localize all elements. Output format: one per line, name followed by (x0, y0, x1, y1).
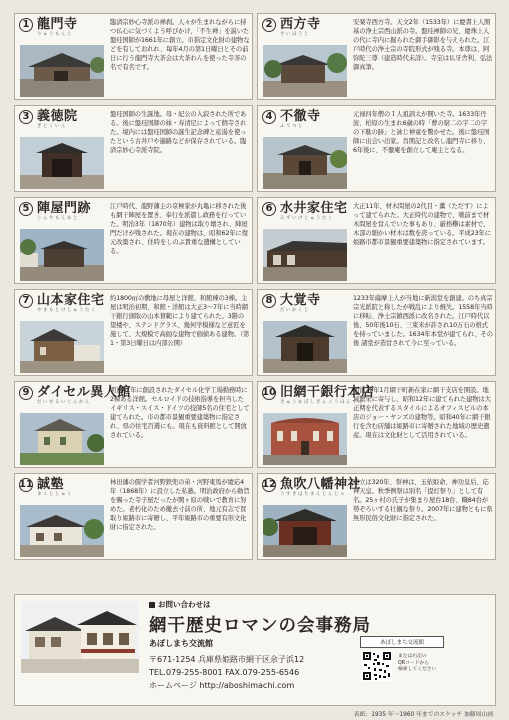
card-number: 5 (19, 202, 33, 216)
card-number: 4 (262, 110, 276, 124)
contact-info (149, 599, 371, 691)
card-header (19, 17, 78, 38)
card-description: 林田藩の儒学者河野鉄兜の弟・河野東馬が慶応4年（1868年）に設立した私塾。明治政府から勅旨を賜った寺子屋だったが関ヶ原の戦いで教育に努めた。老朽化のため撤去寸前の所、地元有志で買取り姫路市に寄贈し、平年姫路市の重要有形文化財に指定された。 (110, 479, 250, 532)
card-ruby: きゅうあぼしぎんこうほんてん (280, 400, 364, 405)
title-wrap (280, 17, 321, 38)
card-description: 明治41年に創設されたダイセル化学工場勤務時に2棟ある洋館。セルロイドの技術指導を担当したイギリス・スイス・ドイツの技師5名の住宅として建てられた。市の都市景観重要建築物に指定され、県の住宅百選にも。現在も資料館として開放されている。 (110, 387, 250, 440)
card-header (19, 293, 105, 314)
card-header (19, 109, 78, 130)
card-title: 不徹寺 (280, 109, 321, 124)
office-sub: あぼしまち交流館 (149, 639, 213, 648)
card-number: 9 (19, 386, 33, 400)
inquire-text: お問い合わせは (158, 600, 211, 609)
sight-card-5 (14, 197, 253, 284)
qr-search-label[interactable]: あぼしまち交流館 (360, 636, 444, 648)
card-description: 盤珪国師の生誕地。母・妃公の入寂された所である。後に盤珪国師の妹・寿清尼によって個寺された。境内には盤珪国師の誕生記念碑と産湯を使ったという古井戸や遍路などが保存されている。臨済宗妙心寺派寺院。 (110, 111, 247, 155)
sight-card-10 (257, 381, 496, 468)
card-header (262, 109, 321, 130)
card-description: 大正11年、材木問屋の2代目・薫（ただす）によって建てられた。大正時代の建物で、戦前まで材木問屋を営んでいた事もあり、厳格欅は素材で、木部の細かい材木は数を誇っている。平成23年に姫路市都市景観重要建築物に指定されています。 (353, 203, 491, 247)
title-wrap (37, 201, 91, 222)
card-number: 11 (19, 479, 33, 490)
card-description: 1233年薩摩上人が当地に新潟堂を創建。のち真宗宗光派院と称したが戦乱により焼失。1558年当時に移転、浄土宗鎮西派に改名された。江戸時代以後、50年後10石、三束米が許され10万石の格式を持っていました。1634年本堂が建てられ、その後 諸堂が造営されて今に至っている。 (353, 295, 493, 348)
sight-photo (20, 413, 104, 465)
title-wrap (37, 477, 73, 498)
card-description: 安楽寺西方寺。天文2年（1533年）に慶書上人開基の浄土宗西山派の寺。盤珪禅師の兄、慶珠上人の代に寺内に掘られた御手御影を与えられた。江戸時代の浄土宗の寺院形式が残る寺。本尊は、阿弥陀三尊（建造時代未詳）。寺宝は仏牙舎利、弘法御真筆。 (353, 19, 493, 72)
card-ruby: ふてつじ (280, 124, 304, 129)
sight-card-4 (257, 105, 496, 192)
sight-card-2 (257, 13, 496, 100)
sight-photo (20, 45, 104, 97)
card-header (262, 17, 321, 38)
card-ruby: さいほうじ (280, 32, 310, 37)
card-header (262, 201, 348, 222)
card-description: 明治29年1月網干町新在家に網干支店を開設。地域繁栄に寄与し、昭和12年に建てられた建物は大正期を代表するスタイルによるオフィスビルの本店のジョー・ヤンズの建物等。昭和40年に網干銀行を含む店舗は姫路市に寄贈された地域の歴史遺産。現在は文化財として活用されている。 (353, 387, 491, 440)
title-wrap (280, 477, 361, 498)
bullet-square-icon (149, 602, 155, 608)
card-ruby: まことじゅく (37, 492, 73, 497)
card-ruby: ぎとくいん (37, 124, 67, 129)
card-ruby: りゅうもんじ (37, 32, 73, 37)
card-title: 旧網干銀行本店 (280, 385, 375, 400)
card-description: 江戸時代、龍野藩主の京極家が丸亀に移された後も網干陣屋を置き、奉行を派遣し政務を行っていた。明治3年（1870年）建物は取り壊され、陣屋門だけが残された。現在の建物は、昭和62年に復元改築され、住時をしのぶ貴重な遺構としている。 (110, 203, 248, 256)
card-ruby: じんやもんあと (37, 216, 79, 221)
card-title: 西方寺 (280, 17, 321, 32)
card-title: 陣屋門跡 (37, 201, 92, 216)
card-title: 魚吹八幡神社 (280, 477, 362, 492)
contact-box (14, 594, 496, 706)
sight-card-8 (257, 289, 496, 376)
sight-card-7 (14, 289, 253, 376)
sight-card-1 (14, 13, 253, 100)
qr-section (360, 636, 490, 682)
inquire-label (149, 599, 359, 610)
title-wrap (37, 293, 105, 314)
card-ruby: やまもとけじゅうたく (37, 308, 97, 313)
office-phone-fax: TEL.079-255-8001 FAX.079-255-6546 (149, 668, 300, 677)
sight-photo (263, 137, 347, 189)
sight-photo (263, 229, 347, 281)
card-number: 7 (19, 294, 33, 308)
sight-card-9 (14, 381, 253, 468)
card-description: 元禄四年僧の１人祖訓太が開いた寺。1633年丹波、柏原の生まれ6歳の時「曹の窮二の字二の字の下駄の跡」と詠じ神童を驚かせた。後に盤珪国師に出会い出家。肖関記と改名し龍門寺に移り、6年後に、不徹庵を創立して庵主となる。 (353, 111, 490, 155)
title-wrap (280, 109, 321, 130)
qr-note: または右記の QRコードから 検索してください (398, 654, 437, 672)
card-title: 水井家住宅 (280, 201, 348, 216)
card-title: 龍門寺 (37, 17, 78, 32)
card-ruby: みずいけじゅうたく (280, 216, 334, 221)
title-wrap (280, 293, 321, 314)
card-description: 臨済宗妙心寺派の禅刹。人々が生まれながらに持つ仏心に気づくよう呼びかけ、「不生禅」を説いた盤珪国師が1661年に創立。市指定文化財の建物などを有しておれれ、毎年4月の第1日曜日とその前日に行う龍門寺大茶会は大茶わんを使った寺茶の名で有名です。 (110, 19, 250, 72)
cover-footnote: 表紙：1935 年〜1960 年までのスケッチ 加藤周山画 (353, 712, 493, 718)
title-wrap (37, 109, 78, 130)
sight-photo (263, 321, 347, 373)
card-number: 6 (262, 202, 276, 216)
sight-photo (20, 229, 104, 281)
sights-grid (14, 13, 496, 560)
card-title: 誠塾 (37, 477, 65, 492)
sight-card-3 (14, 105, 253, 192)
office-name: 網干歴史ロマンの会事務局 (149, 616, 371, 636)
sight-card-12 (257, 473, 496, 560)
card-number: 3 (19, 110, 33, 124)
title-wrap (37, 17, 78, 38)
card-ruby: うすきはちまんじんじゃ (280, 492, 346, 497)
sight-card-6 (257, 197, 496, 284)
office-illustration (21, 601, 139, 673)
brochure-page (14, 13, 496, 560)
title-wrap (280, 201, 348, 222)
sight-photo (20, 321, 104, 373)
office-address: 〒671-1254 兵庫県姫路市網干区余子浜12 (149, 655, 305, 664)
card-number: 1 (19, 18, 33, 32)
sight-photo (263, 413, 347, 465)
sight-photo (263, 45, 347, 97)
card-header (19, 201, 91, 222)
card-number: 12 (262, 479, 276, 490)
card-title: ダイセル異人館 (37, 385, 131, 400)
card-number: 2 (262, 18, 276, 32)
card-title: 山本家住宅 (37, 293, 105, 308)
card-header (262, 477, 361, 498)
card-description: 約1800㎡の敷地に母屋と洋館、和館棟の3棟。主屋は明治初期、和館・洋館は大正3〜7年に当時網干銀行頭取の山本賀範により建てられた。3階の望楼や、ステンドグラス、幾何学模様など意匠を施して、大規模で高価な建物で価値ある建物。（第1・第3日曜日は内部公開） (110, 295, 250, 348)
sight-photo (20, 137, 104, 189)
card-title: 義徳院 (37, 109, 78, 124)
card-header (262, 293, 321, 314)
sight-card-11 (14, 473, 253, 560)
card-number: 10 (262, 387, 276, 398)
office-homepage-link[interactable]: ホームページ http://aboshimachi.com (149, 681, 295, 690)
card-number: 8 (262, 294, 276, 308)
sight-photo (20, 505, 104, 557)
card-header (19, 477, 73, 498)
qr-code-icon[interactable] (362, 651, 392, 681)
card-title: 大覚寺 (280, 293, 321, 308)
card-ruby: だいかくじ (280, 308, 310, 313)
card-ruby: だいせるいじんかん (37, 400, 91, 405)
card-description: 建立は320年、祭神は、玉依姫命、神功皇后、応神天皇。秋季例祭は別名「提灯祭り」として有名。25ヶ村の氏子が集まり屋台18台、幟84台が勢ぞろいする壮観な祭り。2007年に建物ともに県無形民俗文化財に指定された。 (353, 479, 493, 523)
sight-photo (263, 505, 347, 557)
